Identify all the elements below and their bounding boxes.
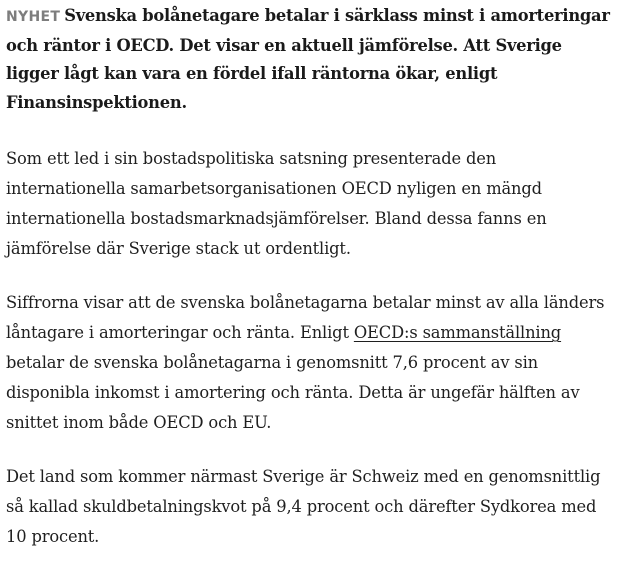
lead-text: Svenska bolånetagare betalar i särklass minst i amorteringar och räntor i OECD. Det visar en aktuell jämförelse. Att Sverige ligger lågt kan vara en fördel ifall räntorna ökar, enligt Finansinspektionen. [6,6,610,112]
paragraph-3: Det land som kommer närmast Sverige är Schweiz med en genomsnittlig så kallad skuldbetalningskvot på 9,4 procent och därefter Sydkorea med 10 procent. [6,467,601,546]
paragraph-2-text-before-link: Siffrorna visar att de svenska bolånetagarna betalar minst av alla länders låntagare i amorteringar och ränta. Enligt [6,293,605,342]
article-lead [6,2,618,117]
oecd-compilation-link[interactable]: OECD:s sammanställning [353,323,562,342]
news-kicker: NYHET [6,9,61,25]
article-body [6,2,618,576]
paragraph-1: Som ett led i sin bostadspolitiska satsning presenterade den internationella samarbetsorganisationen OECD nyligen en mängd internationella bostadsmarknadsjämförelser. Bland dessa fanns en jämförelse där Sverige stack ut ordentligt. [6,149,547,258]
paragraph-2-text-after-link: betalar de svenska bolånetagarna i genomsnitt 7,6 procent av sin disponibla inkomst i amortering och ränta. Detta är ungefär hälften av snittet inom både OECD och EU. [6,353,580,432]
paragraph-2 [6,288,618,438]
